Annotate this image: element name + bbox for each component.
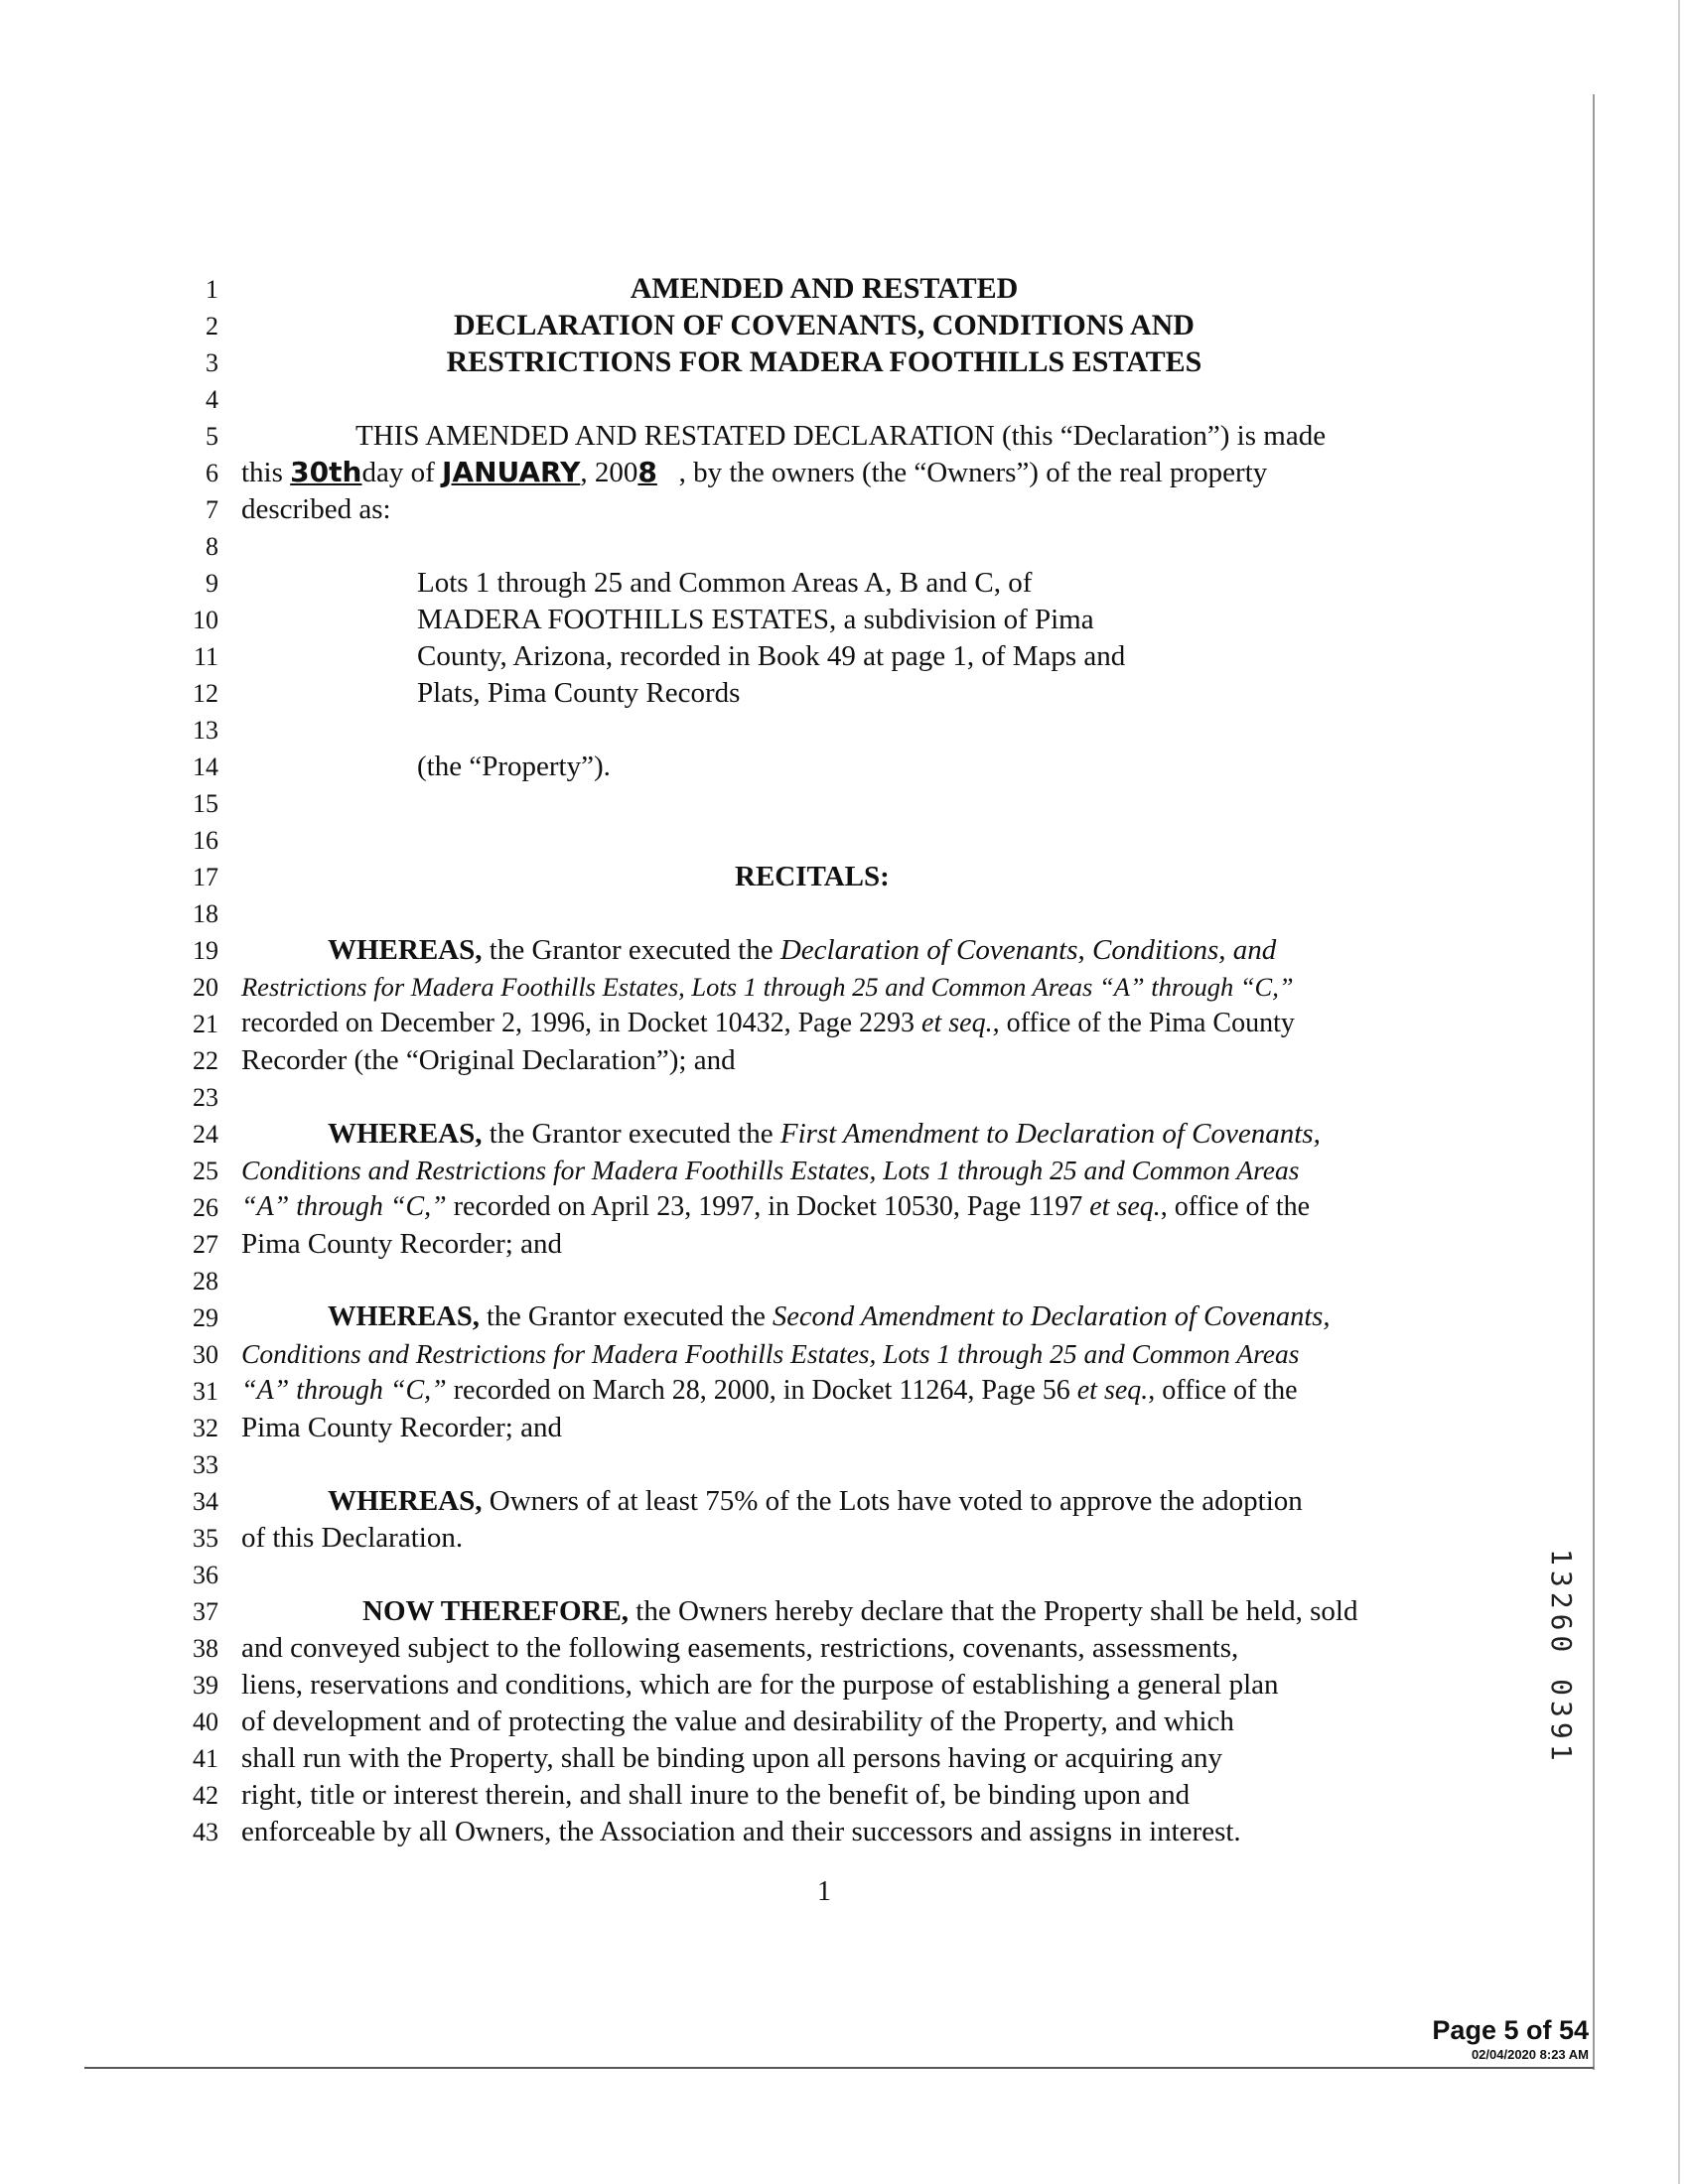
line-number: 35 bbox=[193, 1524, 218, 1553]
now-therefore-line-43: enforceable by all Owners, the Association and their successors and assigns in interest. bbox=[241, 1816, 1241, 1847]
whereas-4-line-35: of this Declaration. bbox=[241, 1522, 464, 1554]
page-number: 1 bbox=[817, 1876, 831, 1907]
line-number: 28 bbox=[193, 1267, 218, 1296]
footer-rule bbox=[84, 2067, 1594, 2069]
line-number: 23 bbox=[193, 1083, 218, 1112]
line-number: 4 bbox=[206, 385, 218, 414]
whereas-1-line-20: Restrictions for Madera Foothills Estates, Lots 1 through 25 and Common Areas “A” through “C,” bbox=[241, 972, 1294, 1002]
line-number: 3 bbox=[206, 348, 218, 377]
docket-stamp: 13260 0391 bbox=[1545, 1549, 1578, 1766]
line-number: 8 bbox=[206, 532, 218, 561]
line-number: 11 bbox=[193, 642, 218, 671]
line-number: 37 bbox=[193, 1597, 218, 1626]
print-timestamp: 02/04/2020 8:23 AM bbox=[1471, 2047, 1589, 2062]
line-number: 31 bbox=[193, 1377, 218, 1406]
page-counter: Page 5 of 54 bbox=[1432, 2015, 1589, 2045]
line-number: 16 bbox=[193, 826, 218, 855]
line-number: 34 bbox=[193, 1487, 218, 1516]
line-number: 13 bbox=[193, 716, 218, 745]
line-number: 40 bbox=[193, 1707, 218, 1736]
whereas-3-line-30: Conditions and Restrictions for Madera Foothills Estates, Lots 1 through 25 and Common Areas bbox=[241, 1338, 1300, 1369]
line-number: 32 bbox=[193, 1414, 218, 1442]
title-line-3: RESTRICTIONS FOR MADERA FOOTHILLS ESTATES bbox=[446, 345, 1202, 378]
line-number: 14 bbox=[193, 752, 218, 781]
title-line-2: DECLARATION OF COVENANTS, CONDITIONS AND bbox=[454, 309, 1195, 341]
line-number: 30 bbox=[193, 1340, 218, 1369]
line-number: 9 bbox=[206, 569, 218, 598]
line-number: 15 bbox=[193, 789, 218, 818]
whereas-2-line-25: Conditions and Restrictions for Madera Foothills Estates, Lots 1 through 25 and Common Areas bbox=[241, 1155, 1300, 1185]
line-number: 10 bbox=[193, 606, 218, 634]
title-line-1: AMENDED AND RESTATED bbox=[630, 272, 1019, 305]
line-number: 18 bbox=[193, 899, 218, 928]
whereas-3-line-32: Pima County Recorder; and bbox=[241, 1412, 562, 1443]
line-number: 33 bbox=[193, 1450, 218, 1479]
line-number: 22 bbox=[193, 1046, 218, 1075]
now-therefore-line-37: NOW THEREFORE, the Owners hereby declare that the Property shall be held, sold bbox=[362, 1595, 1358, 1627]
now-therefore-line-39: liens, reservations and conditions, which are for the purpose of establishing a general plan bbox=[241, 1669, 1279, 1701]
whereas-3-line-29: WHEREAS, the Grantor executed the Second Amendment to Declaration of Covenants, bbox=[328, 1301, 1331, 1332]
line-number: 1 bbox=[206, 275, 218, 304]
whereas-2-line-27: Pima County Recorder; and bbox=[241, 1228, 562, 1260]
property-definition: (the “Property”). bbox=[417, 751, 611, 782]
whereas-1-line-21: recorded on December 2, 1996, in Docket 10432, Page 2293 et seq., office of the Pima County bbox=[241, 1008, 1295, 1038]
line-number: 20 bbox=[193, 973, 218, 1002]
scan-edge-line bbox=[1678, 0, 1680, 2184]
line-number: 42 bbox=[193, 1781, 218, 1810]
line-number: 26 bbox=[193, 1193, 218, 1222]
scan-margin-line bbox=[1593, 94, 1595, 2070]
recitals-heading: RECITALS: bbox=[735, 861, 890, 892]
line-number: 24 bbox=[193, 1120, 218, 1149]
line-number: 38 bbox=[193, 1634, 218, 1663]
whereas-4-line-34: WHEREAS, Owners of at least 75% of the Lots have voted to approve the adoption bbox=[328, 1485, 1303, 1517]
line-number: 21 bbox=[193, 1010, 218, 1038]
intro-line-6: this 30thday of JANUARY, 2008 , by the owners (the “Owners”) of the real property bbox=[241, 456, 1268, 488]
line-number: 19 bbox=[193, 936, 218, 965]
now-therefore-line-40: of development and of protecting the value and desirability of the Property, and which bbox=[241, 1706, 1234, 1737]
line-number: 36 bbox=[193, 1561, 218, 1589]
legal-line-10: MADERA FOOTHILLS ESTATES, a subdivision of Pima bbox=[417, 604, 1094, 635]
intro-line-5: THIS AMENDED AND RESTATED DECLARATION (this “Declaration”) is made bbox=[355, 420, 1327, 452]
handwritten-month: JANUARY bbox=[441, 456, 581, 488]
whereas-2-line-24: WHEREAS, the Grantor executed the First Amendment to Declaration of Covenants, bbox=[328, 1118, 1321, 1150]
handwritten-year: 8 bbox=[637, 456, 657, 488]
whereas-3-line-31: “A” through “C,” recorded on March 28, 2000, in Docket 11264, Page 56 et seq., office of the bbox=[241, 1375, 1298, 1406]
line-number: 6 bbox=[206, 459, 218, 487]
line-number: 17 bbox=[193, 863, 218, 891]
now-therefore-line-42: right, title or interest therein, and shall inure to the benefit of, be binding upon and bbox=[241, 1779, 1191, 1811]
line-number: 25 bbox=[193, 1157, 218, 1185]
now-therefore-line-38: and conveyed subject to the following easements, restrictions, covenants, assessments, bbox=[241, 1632, 1239, 1664]
whereas-2-line-26: “A” through “C,” recorded on April 23, 1997, in Docket 10530, Page 1197 et seq., office of the bbox=[241, 1191, 1311, 1222]
handwritten-day: 30th bbox=[290, 456, 362, 488]
line-number: 27 bbox=[193, 1230, 218, 1259]
legal-line-12: Plats, Pima County Records bbox=[417, 677, 741, 709]
whereas-1-line-22: Recorder (the “Original Declaration”); and bbox=[241, 1044, 736, 1076]
line-number: 7 bbox=[206, 495, 218, 524]
line-number: 12 bbox=[193, 679, 218, 708]
intro-line-7: described as: bbox=[241, 493, 391, 525]
line-number: 2 bbox=[206, 312, 218, 341]
line-number: 5 bbox=[206, 422, 218, 451]
whereas-1-line-19: WHEREAS, the Grantor executed the Declaration of Covenants, Conditions, and bbox=[328, 934, 1277, 966]
legal-line-9: Lots 1 through 25 and Common Areas A, B and C, of bbox=[417, 567, 1033, 599]
legal-line-11: County, Arizona, recorded in Book 49 at page 1, of Maps and bbox=[417, 640, 1126, 672]
now-therefore-line-41: shall run with the Property, shall be binding upon all persons having or acquiring any bbox=[241, 1742, 1222, 1774]
line-number: 29 bbox=[193, 1303, 218, 1332]
line-number: 43 bbox=[193, 1818, 218, 1846]
line-number: 39 bbox=[193, 1671, 218, 1700]
line-number: 41 bbox=[193, 1744, 218, 1773]
